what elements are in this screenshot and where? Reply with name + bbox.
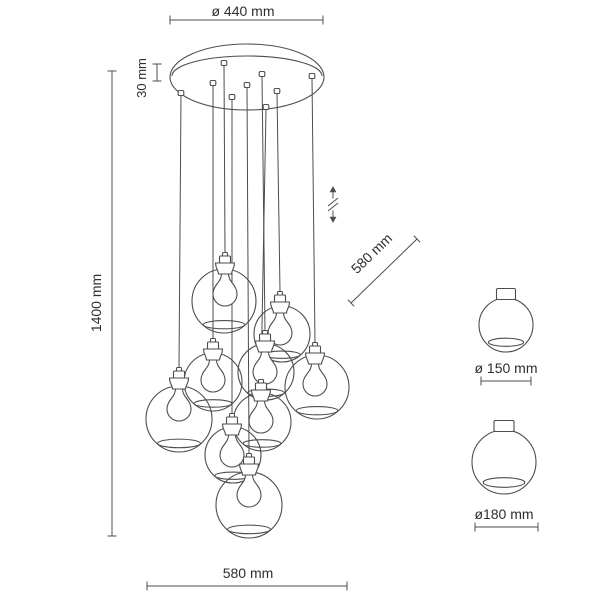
light-bulb [268,313,292,345]
bottom-spread-dim [147,582,347,591]
arrow-down [330,217,337,223]
cable-grip [210,81,216,86]
cord [224,65,225,253]
pendant [233,380,291,452]
globe-bottom-rim [488,338,523,346]
socket-collar [256,383,267,390]
cable-grip [309,74,315,79]
line-art-layer [108,16,539,591]
socket-cup [204,349,223,360]
canopy-height-dim [153,64,162,81]
socket-collar [220,256,231,263]
socket-cup [306,353,325,364]
globe-detail-150 [479,289,533,353]
light-bulb [167,389,191,421]
socket-cup [256,341,275,352]
globe-detail-180 [472,421,536,495]
cable-grip [229,95,235,100]
cable-grip [221,61,227,66]
cable-grip [274,89,280,94]
globe-neck [497,289,516,300]
cable-grip [263,105,269,110]
cable-grip [178,91,184,96]
light-bulb [303,364,327,396]
globe-neck [494,421,514,432]
socket-cup [240,464,259,475]
socket-cup [252,390,271,401]
canopy-height-label: 30 mm [134,58,149,98]
height-adjust-icon [328,186,338,223]
globe-bottom-rim [158,439,201,448]
socket-collar [174,371,185,378]
canopy-diameter-label: ø 440 mm [211,3,275,19]
socket-cup [170,378,189,389]
total-height-dim [108,71,117,536]
socket-collar [227,417,238,424]
light-bulb [249,401,273,433]
light-bulb [213,274,237,306]
small-globe-dim [481,377,531,386]
pendant [192,253,256,334]
globe-bottom-rim [228,525,271,534]
globe-bottom-rim [194,400,232,408]
bottom-spread-label: 580 mm [222,565,274,581]
socket-collar [260,334,271,341]
light-bulb [237,475,261,507]
dimension-labels [88,3,538,581]
cable-grip [259,72,265,77]
glass-globe [479,298,533,352]
socket-cup [216,263,235,274]
light-bulb [220,435,244,467]
socket-cup [271,302,290,313]
globe-bottom-rim [483,478,525,488]
cord [312,78,315,343]
socket-collar [310,346,321,353]
socket-cup [223,424,242,435]
total-height-label: 1400 mm [88,273,104,333]
large-globe-dim [475,523,538,532]
socket-collar [275,295,286,302]
small-globe-diameter-label: ø 150 mm [474,360,538,376]
cable-grip [244,83,250,88]
cord [179,95,181,368]
large-globe-diameter-label: ø180 mm [474,506,534,522]
cord [277,93,280,292]
arrow-up [330,186,337,192]
pendant [216,454,282,539]
diagonal-spread-label: 580 mm [347,230,396,277]
socket-collar [208,342,219,349]
globe-bottom-rim [296,407,338,415]
light-bulb [253,352,277,384]
glass-globe [472,430,536,494]
canopy-top-face [172,56,322,76]
pendant [285,343,349,420]
light-bulb [201,360,225,392]
globe-bottom-rim [203,321,245,329]
pendant [184,339,242,412]
socket-collar [244,457,255,464]
cord [247,87,249,454]
